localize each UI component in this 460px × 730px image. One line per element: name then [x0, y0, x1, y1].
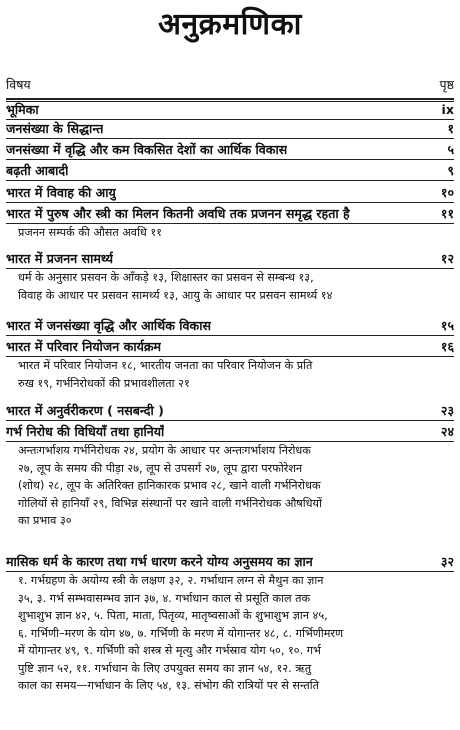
toc-entry[interactable]: [6, 402, 454, 421]
toc-subtopic-line: पुष्टि ज्ञान ५२, ११. गर्भाधान के लिए उपयुक्त समय का ज्ञान ५४, १२. ऋतु: [18, 661, 312, 675]
toc-entry-heading: [6, 338, 454, 357]
toc-subtopic-line: (शोथ) २८, लूप के अतिरिक्त हानिकारक प्रभाव २८, खाने वाली गर्भनिरोधक: [18, 479, 321, 492]
toc-entry-subtopics: [6, 357, 454, 392]
toc-entry-heading: [6, 120, 454, 139]
toc-entry-title: बढ़ती आबादी: [6, 163, 69, 178]
toc-entry-heading: [6, 205, 454, 224]
toc-entry-page: १६: [440, 339, 454, 354]
toc-entry-heading: [6, 141, 454, 160]
toc-entry-page: ५: [447, 142, 454, 157]
toc-entry-page: १५: [440, 318, 454, 333]
column-header: [6, 76, 454, 98]
toc-subtopic-line: का प्रभाव ३०: [18, 514, 72, 527]
toc-entry-title: भारत में जनसंख्या वृद्धि और आर्थिक विकास: [6, 318, 211, 333]
subject-column-label: विषय: [6, 77, 31, 92]
toc-entry[interactable]: [6, 162, 454, 181]
toc-subtopic-line: ६. गर्भिणी–मरण के योग ४७, ७. गर्भिणी के मरण में योगान्तर ४८, ८. गर्भिणीमरण: [18, 626, 344, 640]
toc-entry-title: भारत में परिवार नियोजन कार्यक्रम: [6, 339, 162, 354]
toc-subtopic-line: गोलियों से हानियाँ २९, विभिन्न संस्थानों पर खाने वाली गर्भनिरोधक औषधियों: [18, 496, 322, 510]
toc-entry[interactable]: [6, 553, 454, 695]
toc-subtopic-line: विवाह के आधार पर प्रसवन सामर्थ्य १३, आयु के आधार पर प्रसवन सामर्थ्य १४: [18, 288, 333, 302]
toc-entry[interactable]: [6, 120, 454, 139]
toc-entry-page: ९: [447, 163, 454, 178]
toc-subtopic-line: २७, लूप के समय की पीड़ा २७, लूप से उपसर्ग २७, लूप द्वारा परफोरेशन: [18, 461, 303, 475]
toc-entry-title: भारत में पुरुष और स्त्री का मिलन कितनी अवधि तक प्रजनन समृद्ध रहता है: [6, 206, 350, 221]
toc-subtopic-line: काल का समय—गर्भाधान के लिए ५४, १३. संभोग की रात्रियों पर से सन्तति: [18, 679, 320, 692]
toc-entry-heading: [6, 317, 454, 336]
toc-entry-page: १२: [440, 251, 454, 266]
toc-entry-title: जनसंख्या के सिद्धान्त: [6, 121, 104, 136]
toc-subtopic-line: में योगान्तर ४९, ९. गर्भिणी को शस्त्र से मृत्यु और गर्भस्राव योग ५०, १०. गर्भ: [18, 644, 321, 657]
toc-subtopic-line: प्रजनन सम्पर्क की औसत अवधि ११: [18, 226, 162, 239]
toc-entry-page: ix: [441, 102, 454, 117]
toc-subtopic-line: ३५, ३. गर्भ सम्भवासम्भव ज्ञान ३७, ४. गर्भाधान काल से प्रसूति काल तक: [18, 591, 311, 605]
toc-subtopic-line: भारत में परिवार नियोजन १८, भारतीय जनता का परिवार नियोजन के प्रति: [18, 359, 313, 372]
toc-entry-heading: [6, 162, 454, 181]
toc-entry[interactable]: [6, 250, 454, 304]
toc-entry[interactable]: [6, 141, 454, 160]
toc-entry-title: गर्भ निरोध की विधियाँ तथा हानियाँ: [6, 424, 165, 439]
toc-entry[interactable]: [6, 338, 454, 392]
toc-entry[interactable]: [6, 101, 454, 120]
toc-entry-page: १: [447, 121, 454, 136]
toc-entry[interactable]: [6, 205, 454, 242]
toc-entry-heading: [6, 184, 454, 203]
toc-entry[interactable]: [6, 423, 454, 530]
toc-entry-page: ३२: [440, 554, 454, 569]
toc-subtopic-line: धर्म के अनुसार प्रसवन के आँकड़े १३, शिक्षास्तर का प्रसवन से सम्बन्ध १३,: [18, 271, 314, 284]
toc-entry-heading: [6, 423, 454, 442]
toc-subtopic-line: १. गर्भग्रहण के अयोग्य स्त्री के लक्षण ३२, २. गर्भाधान लग्न से मैथुन का ज्ञान: [18, 574, 324, 587]
toc-entry-title: भारत में अनुर्वरीकरण ( नसबन्दी ): [6, 403, 164, 418]
toc-entry-page: २३: [440, 403, 454, 418]
toc-subtopic-line: अन्तःगर्भाशय गर्भनिरोधक २४, प्रयोग के आधार पर अन्तःगर्भाशय निरोधक: [18, 444, 311, 457]
toc-entry-title: मासिक धर्म के कारण तथा गर्भ धारण करने योग्य अनुसमय का ज्ञान: [6, 554, 313, 569]
toc-subtopic-line: रुख १९, गर्भनिरोधकों की प्रभावशीलता २१: [18, 376, 190, 390]
toc-entry-subtopics: [6, 224, 454, 242]
toc-entry-subtopics: [6, 269, 454, 304]
toc-entry-subtopics: [6, 572, 454, 695]
toc-subtopic-line: शुभाशुभ ज्ञान ४२, ५. पिता, माता, पितृव्य, मातृष्वसाओं के शुभाशुभ ज्ञान ४५,: [18, 609, 328, 622]
toc-entry-heading: [6, 101, 454, 120]
page-title: अनुक्रमणिका: [158, 7, 302, 42]
toc-entry-page: २४: [440, 424, 454, 439]
toc-entry-title: भारत में विवाह की आयु: [6, 185, 116, 200]
header-rule: [6, 98, 454, 100]
toc-entry-heading: [6, 553, 454, 572]
toc-entry-page: ११: [440, 206, 454, 221]
toc-entry-title: भूमिका: [6, 102, 39, 117]
toc-entry-heading: [6, 402, 454, 421]
toc-entry-heading: [6, 250, 454, 269]
toc-entry[interactable]: [6, 317, 454, 336]
toc-entry-page: १०: [440, 185, 454, 200]
toc-entry[interactable]: [6, 184, 454, 203]
toc-entry-title: जनसंख्या में वृद्धि और कम विकसित देशों का आर्थिक विकास: [6, 142, 288, 157]
toc-entry-subtopics: [6, 442, 454, 530]
page-column-label: पृष्ठ: [439, 77, 454, 92]
toc-entry-title: भारत में प्रजनन सामर्थ्य: [6, 251, 114, 266]
